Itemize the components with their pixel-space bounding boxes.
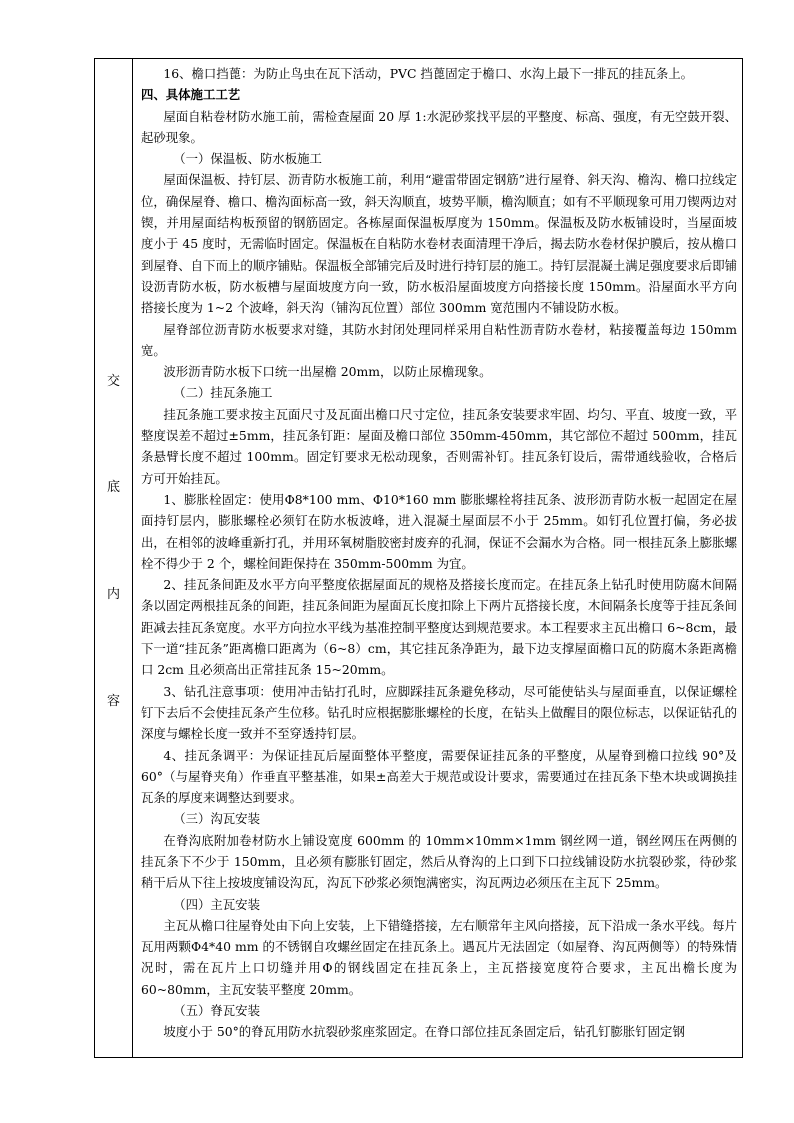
paragraph: 1、膨胀栓固定：使用Φ8*100 mm、Φ10*160 mm 膨胀螺栓将挂瓦条、波形沥青防水板一起固定在屋面持钉层内，膨胀螺栓必须钉在防水板波峰，进入混凝土屋面层不小于 25mm。如钉孔位置打偏，务必拔出，在相邻的波峰重新打孔，并用环氧树脂胶密封废弃的孔洞，保证不会漏水为合格。同一根挂瓦条上膨胀螺栓不得少于 2 个，螺栓间距保持在 350mm-500mm 为宜。: [141, 491, 737, 571]
paragraph: 屋面自粘卷材防水施工前，需检查屋面 20 厚 1:水泥砂浆找平层的平整度、标高、强度，有无空鼓开裂、起砂现象。: [141, 108, 737, 145]
paragraph: 屋脊部位沥青防水板要求对缝，其防水封闭处理同样采用自粘性沥青防水卷材，粘接覆盖每边 150mm 宽。: [141, 321, 737, 358]
paragraph: 波形沥青防水板下口统一出屋檐 20mm，以防止尿檐现象。: [163, 364, 492, 380]
paragraph: 屋面保温板、持钉层、沥青防水板施工前，利用“避雷带固定钢筋”进行屋脊、斜天沟、檐沟、檐口拉线定位，确保屋脊、檐口、檐沟面标高一致，斜天沟顺直，坡势平顺，檐沟顺直；如有不平顺现象可用刀锲两边对锲，并用屋面结构板预留的钢筋固定。各栋屋面保温板厚度为 150mm。保温板及防水板铺设时，当屋面坡度小于 45 度时，无需临时固定。保温板在自粘防水卷材表面清理干净后，揭去防水卷材保护膜后，按从檐口到屋脊、自下而上的顺序铺贴。保温板全部铺完后及时进行持钉层的施工。持钉层混凝土满足强度要求后即铺设沥青防水板，防水板槽与屋面坡度方向一致，防水板沿屋面坡度方向搭接长度 150mm。沿屋面水平方向搭接长度为 1~2 个波峰，斜天沟（铺沟瓦位置）部位 300mm 宽范围内不铺设防水板。: [141, 172, 737, 316]
content-body: [141, 63, 737, 1043]
subsection-heading: （四）主瓦安装: [173, 896, 260, 912]
section-heading: 四、具体施工工艺: [141, 87, 241, 103]
paragraph: 2、挂瓦条间距及水平方向平整度依据屋面瓦的规格及搭接长度而定。在挂瓦条上钻孔时使用防腐木间隔条以固定两根挂瓦条的间距，挂瓦条间距为屋面瓦长度扣除上下两片瓦搭接长度，木间隔条长度等于挂瓦条间距减去挂瓦条宽度。水平方向拉水平线为基准控制平整度达到规范要求。本工程要求主瓦出檐口 6~8cm，最下一道“挂瓦条”距离檐口距离为（6~8）cm，其它挂瓦条净距为，最下边支撑屋面檐口瓦的防腐木条距离檐口 2cm 且必须高出正常挂瓦条 15~20mm。: [141, 577, 737, 678]
paragraph: 主瓦从檐口往屋脊处由下向上安装，上下错缝搭接，左右顺常年主风向搭接，瓦下沿成一条水平线。每片瓦用两颗Φ4*40 mm 的不锈钢自攻螺丝固定在挂瓦条上。遇瓦片无法固定（如屋脊、沟瓦两侧等）的特殊情况时，需在瓦片上口切缝并用Φ的钢线固定在挂瓦条上，主瓦搭接宽度符合要求，主瓦出檐长度为 60~80mm，主瓦安装平整度 20mm。: [141, 917, 737, 997]
subsection-heading: （二）挂瓦条施工: [173, 385, 273, 401]
side-label-char: 内: [106, 587, 120, 602]
paragraph: 4、挂瓦条调平：为保证挂瓦后屋面整体平整度，需要保证挂瓦条的平整度，从屋脊到檐口拉线 90°及 60°（与屋脊夹角）作垂直平整基准，如果±高差大于规范或设计要求，需要通过在挂瓦条下垫木块或调换挂瓦条的厚度来调整达到要求。: [141, 747, 737, 806]
subsection-heading: （三）沟瓦安装: [173, 811, 260, 827]
paragraph: 挂瓦条施工要求按主瓦面尺寸及瓦面出檐口尺寸定位，挂瓦条安装要求牢固、均匀、平直、坡度一致，平整度误差不超过±5mm，挂瓦条钉距：屋面及檐口部位 350mm-450mm，其它部位不超过 500mm，挂瓦条悬臂长度不超过 100mm。固定钉要求无松动现象，否则需补钉。挂瓦条钉设后，需带通线验收，合格后方可开始挂瓦。: [141, 406, 737, 486]
side-label-char: 容: [106, 694, 120, 709]
paragraph: 16、檐口挡蓖：为防止鸟虫在瓦下活动，PVC 挡蓖固定于檐口、水沟上最下一排瓦的挂瓦条上。: [163, 66, 694, 81]
document-frame: [94, 58, 743, 1058]
subsection-heading: （一）保温板、防水板施工: [173, 151, 322, 167]
side-label-char: 底: [106, 480, 120, 495]
content-clip: [95, 59, 742, 1059]
subsection-heading: （五）脊瓦安装: [173, 1003, 260, 1019]
paragraph: 在脊沟底附加卷材防水上铺设宽度 600mm 的 10mm×10mm×1mm 钢丝网一道，钢丝网压在两侧的挂瓦条下不少于 150mm，且必须有膨胀钉固定，然后从脊沟的上口到下口拉线铺设防水抗裂砂浆，待砂浆稍干后从下往上按坡度铺设沟瓦，沟瓦下砂浆必须饱满密实，沟瓦两边必须压在主瓦下 25mm。: [141, 832, 737, 891]
side-label-char: 交: [106, 374, 120, 389]
paragraph: 坡度小于 50°的脊瓦用防水抗裂砂浆座浆固定。在脊口部位挂瓦条固定后，钻孔钉膨胀钉固定钢: [163, 1024, 685, 1040]
paragraph: 3、钻孔注意事项：使用冲击钻打孔时，应脚踩挂瓦条避免移动，尽可能使钻头与屋面垂直，以保证螺栓钉下去后不会使挂瓦条产生位移。钻孔时应根据膨胀螺栓的长度，在钻头上做醒目的限位标志，以保证钻孔的深度与螺栓长度一致并不至穿透持钉层。: [141, 683, 737, 742]
